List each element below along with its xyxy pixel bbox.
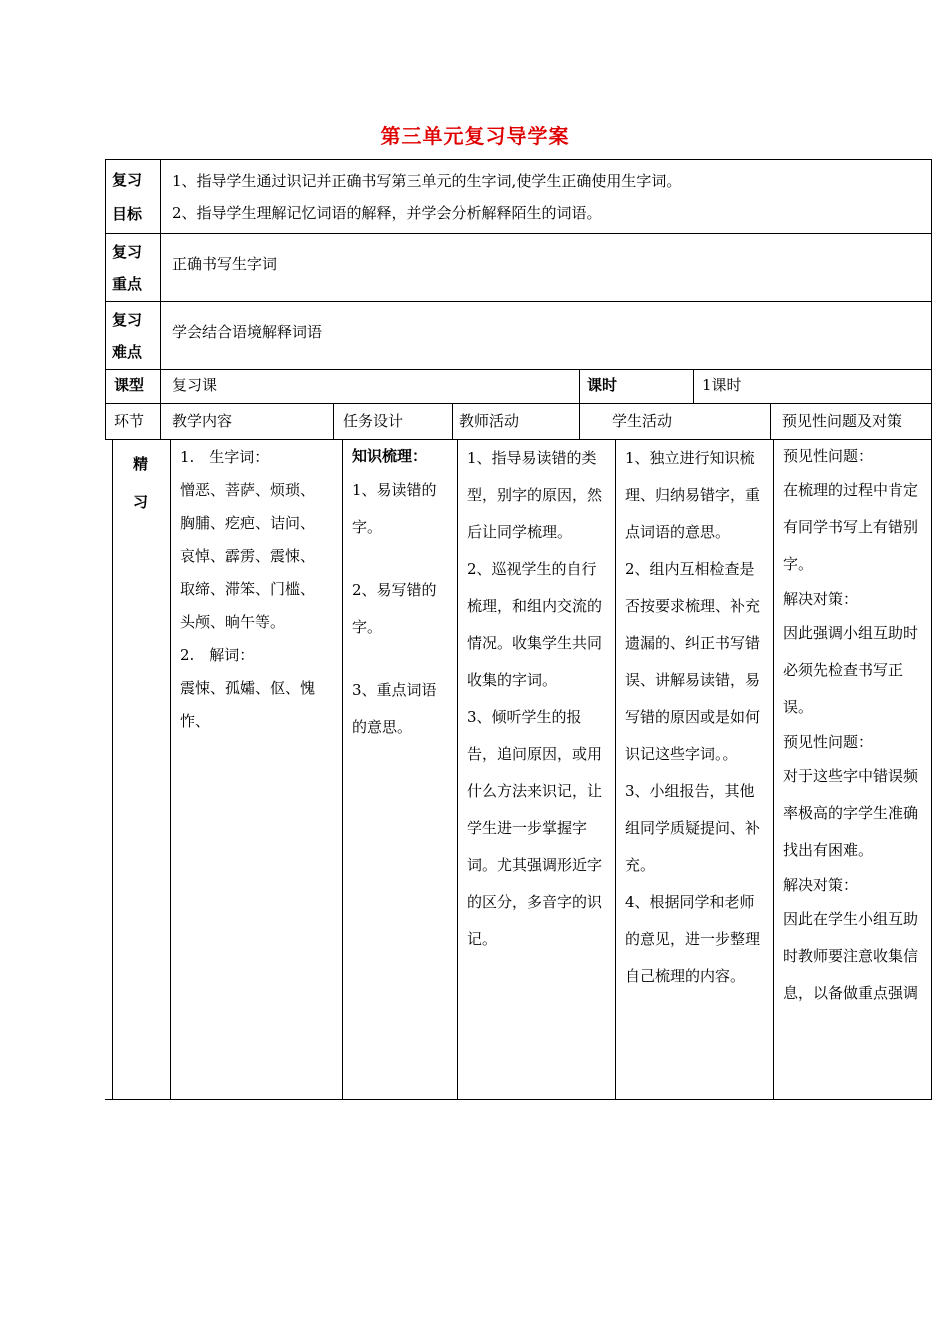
header-teacher: 教师活动 xyxy=(459,412,520,430)
problems-line: 因此强调小组互助时必须先检查书写正误。 xyxy=(783,624,919,716)
difficulty-text: 学会结合语境解释词语 xyxy=(172,323,323,341)
student-step: 4、根据同学和老师的意见，进一步整理自己梳理的内容。 xyxy=(625,893,761,985)
problems-line: 预见性问题： xyxy=(783,447,874,465)
content-line: 震悚、孤孀、伛、愧 xyxy=(180,679,316,697)
content-line: 胸脯、疙疤、诘问、 xyxy=(180,514,316,532)
content-line: 2. 解词： xyxy=(180,646,255,664)
header-problems: 预见性问题及对策 xyxy=(782,412,903,430)
content-line: 哀悼、霹雳、震悚、 xyxy=(180,547,316,565)
problems-line: 解决对策： xyxy=(783,876,859,894)
teacher-step: 2、巡视学生的自行梳理，和组内交流的情况。收集学生共同收集的字词。 xyxy=(467,560,603,689)
difficulty-label: 复习 难点 xyxy=(112,311,143,361)
focus-text: 正确书写生字词 xyxy=(172,255,278,273)
header-content: 教学内容 xyxy=(172,412,233,430)
content-line: 怍、 xyxy=(180,712,211,730)
content-line: 取缔、滞笨、门槛、 xyxy=(180,580,316,598)
problems-line: 因此在学生小组互助时教师要注意收集信息，以备做重点强调 xyxy=(783,910,919,1002)
teacher-step: 1、指导易读错的类型，别字的原因，然后让同学梳理。 xyxy=(467,449,603,541)
stage-label: 精 习 xyxy=(133,455,149,511)
task-column xyxy=(352,440,450,746)
student-step: 1、独立进行知识梳理、归纳易错字，重点词语的意思。 xyxy=(625,449,761,541)
content-line: 憎恶、菩萨、烦琐、 xyxy=(180,481,316,499)
student-column xyxy=(625,440,767,995)
task-item: 2、易写错的字。 xyxy=(352,581,437,636)
goal-text: 1、指导学生通过识记并正确书写第三单元的生字词,使学生正确使用生字词。 2、指导学生理解记忆词语的解释，并学会分析解释陌生的词语。 xyxy=(172,172,682,222)
type-value: 复习课 xyxy=(172,376,218,394)
hours-label: 课时 xyxy=(587,376,618,394)
task-heading: 知识梳理： xyxy=(352,447,428,465)
goal-label: 复习 目标 xyxy=(112,171,143,223)
header-student: 学生活动 xyxy=(612,412,673,430)
content-line: 1. 生字词： xyxy=(180,448,270,466)
problems-column xyxy=(783,440,925,1012)
page-title: 第三单元复习导学案 xyxy=(380,124,570,148)
header-task: 任务设计 xyxy=(343,412,404,430)
content-line: 头颅、晌午等。 xyxy=(180,613,286,631)
header-stage: 环节 xyxy=(114,412,145,430)
type-label: 课型 xyxy=(114,376,145,394)
focus-label: 复习 重点 xyxy=(112,243,143,293)
problems-line: 解决对策： xyxy=(783,590,859,608)
hours-value: 1课时 xyxy=(702,376,742,394)
content-column xyxy=(180,441,338,738)
student-step: 3、小组报告，其他组同学质疑提问、补充。 xyxy=(625,782,761,874)
problems-line: 在梳理的过程中肯定有同学书写上有错别字。 xyxy=(783,481,919,573)
teacher-column xyxy=(467,440,609,958)
task-item: 1、易读错的字。 xyxy=(352,481,437,536)
problems-line: 预见性问题： xyxy=(783,733,874,751)
problems-line: 对于这些字中错误频率极高的字学生准确找出有困难。 xyxy=(783,767,919,859)
student-step: 2、组内互相检查是否按要求梳理、补充遗漏的、纠正书写错误、讲解易读错，易写错的原因或是如何识记这些字词。。 xyxy=(625,560,761,763)
teacher-step: 3、倾听学生的报告，追问原因，或用什么方法来识记，让学生进一步掌握字词。尤其强调形近字的区分，多音字的识记。 xyxy=(467,708,603,948)
task-item: 3、重点词语的意思。 xyxy=(352,681,437,736)
